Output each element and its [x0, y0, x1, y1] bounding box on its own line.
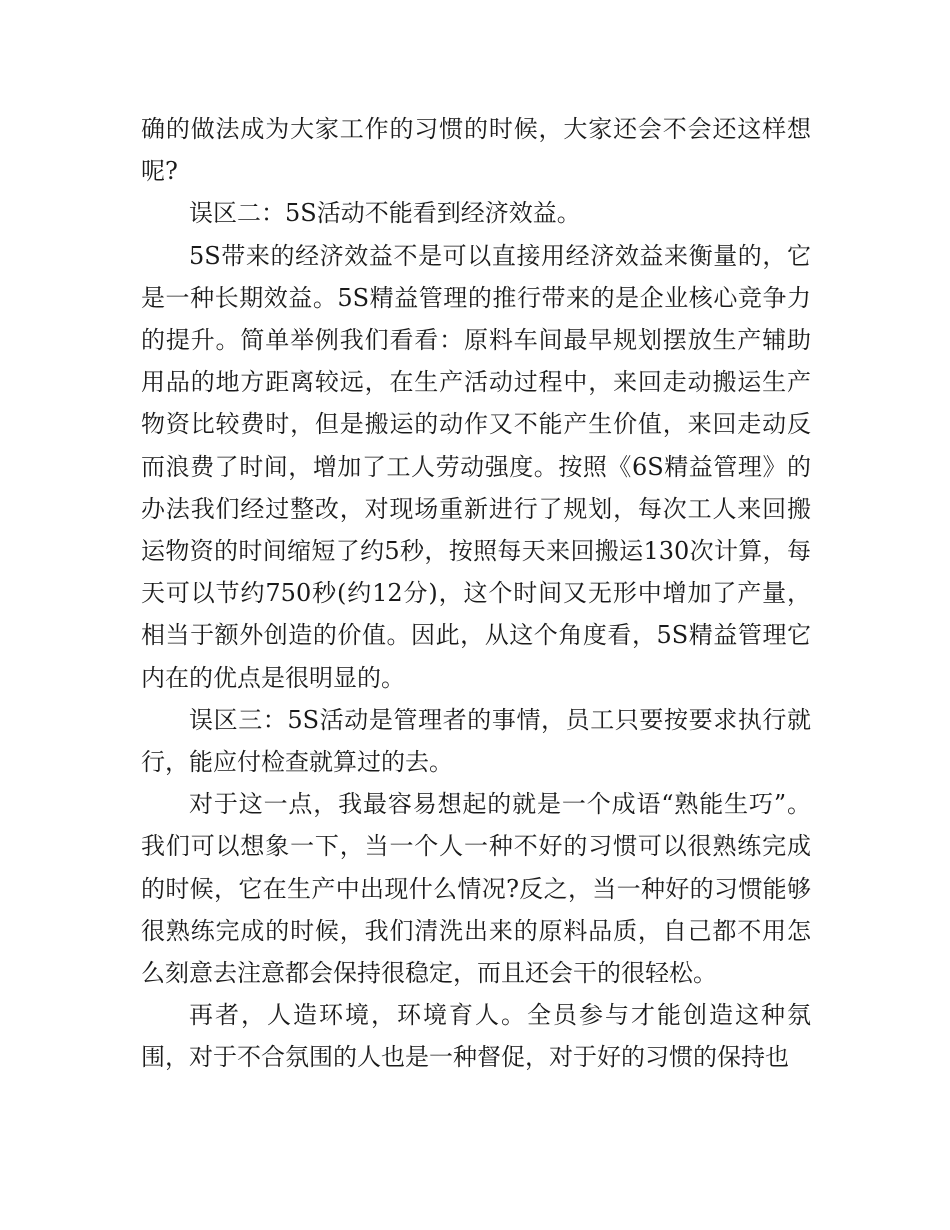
paragraph-environment: 再者，人造环境，环境育人。全员参与才能创造这种氛围，对于不合氛围的人也是一种督促，对于好的习惯的保持也: [141, 1001, 811, 1072]
paragraph-misconception-three-heading: 误区三：5S活动是管理者的事情，员工只要按要求执行就行，能应付检查就算过的去。: [141, 705, 811, 777]
paragraph-continuation: 确的做法成为大家工作的习惯的时候，大家还会不会还这样想呢?: [141, 115, 811, 186]
paragraph-practice-makes-perfect: 对于这一点，我最容易想起的就是一个成语“熟能生巧”。我们可以想象一下，当一个人一种不好的习惯可以很熟练完成的时候，它在生产中出现什么情况?反之，当一种好的习惯能够很熟练完成的时候，我们清洗出来的原料品质，自己都不用怎么刻意去注意都会保持很稳定，而且还会干的很轻松。: [141, 790, 811, 988]
paragraph-misconception-two-heading: 误区二：5S活动不能看到经济效益。: [189, 199, 581, 228]
document-body: [141, 108, 811, 1079]
paragraph-economic-benefit: 5S带来的经济效益不是可以直接用经济效益来衡量的，它是一种长期效益。5S精益管理的推行带来的是企业核心竞争力的提升。简单举例我们看看：原料车间最早规划摆放生产辅助用品的地方距离较远，在生产活动过程中，来回走动搬运生产物资比较费时，但是搬运的动作又不能产生价值，来回走动反而浪费了时间，增加了工人劳动强度。按照《6S精益管理》的办法我们经过整改，对现场重新进行了规划，每次工人来回搬运物资的时间缩短了约5秒，按照每天来回搬运130次计算，每天可以节约750秒(约12分)，这个时间又无形中增加了产量，相当于额外创造的价值。因此，从这个角度看，5S精益管理它内在的优点是很明显的。: [141, 241, 811, 692]
